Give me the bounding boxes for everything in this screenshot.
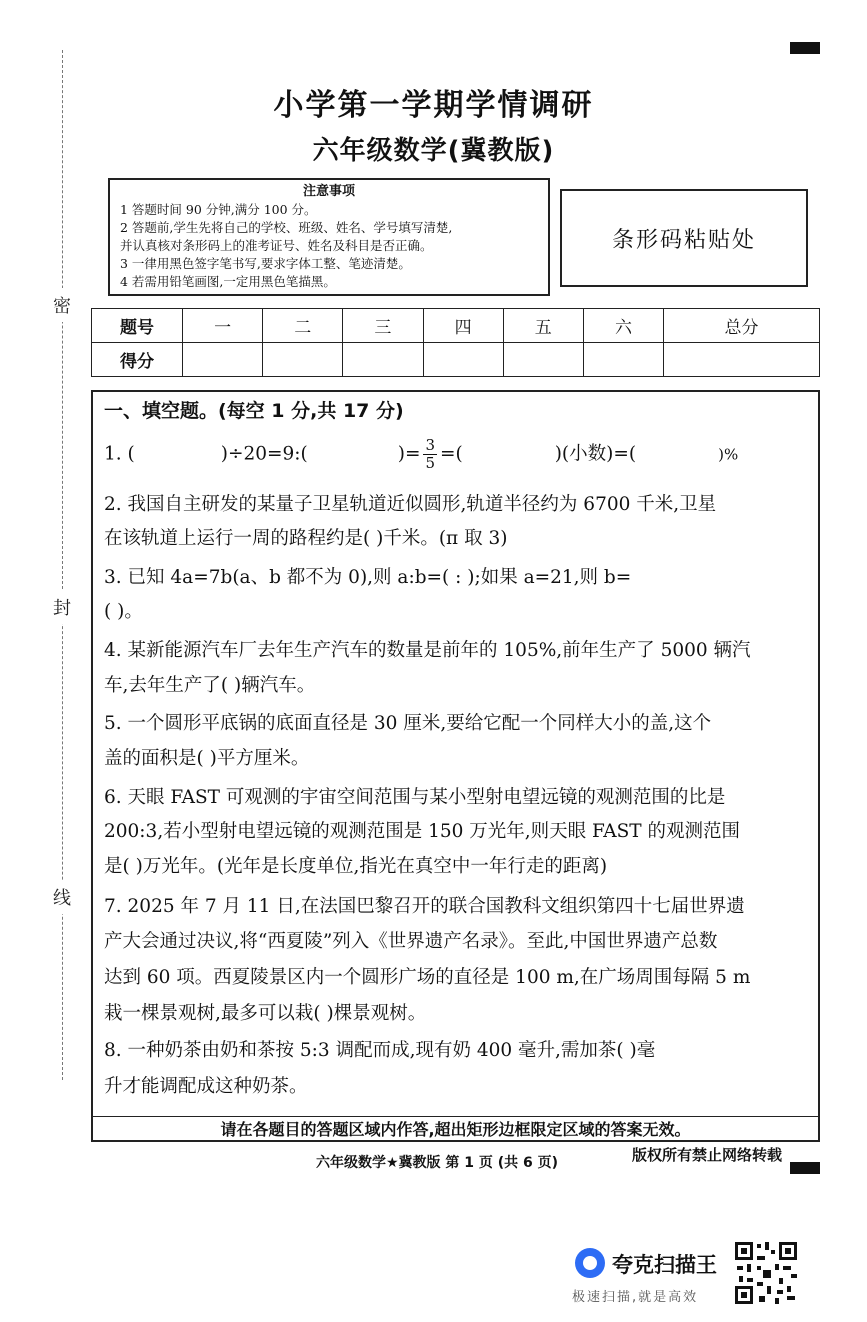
question-5-line: 5. 一个圆形平底锅的底面直径是 30 厘米,要给它配一个同样大小的盖,这个 bbox=[104, 713, 712, 734]
q1-part: )(小数)=( bbox=[554, 443, 637, 465]
q1-part: 1. ( bbox=[104, 443, 135, 465]
score-cell[interactable] bbox=[423, 343, 503, 377]
score-cell[interactable] bbox=[263, 343, 343, 377]
footer-divider bbox=[91, 1116, 820, 1117]
score-cell[interactable] bbox=[503, 343, 583, 377]
score-col-header: 四 bbox=[423, 309, 503, 343]
question-8-line: 8. 一种奶茶由奶和茶按 5:3 调配而成,现有奶 400 毫升,需加茶( )毫 bbox=[104, 1040, 656, 1061]
question-4-line: 4. 某新能源汽车厂去年生产汽车的数量是前年的 105%,前年生产了 5000 辆汽 bbox=[104, 640, 751, 661]
score-cell[interactable] bbox=[343, 343, 423, 377]
binding-line bbox=[62, 50, 63, 1080]
q1-part: )% bbox=[718, 445, 739, 464]
copyright-notice: 版权所有禁止网络转载 bbox=[632, 1146, 783, 1164]
score-col-header: 五 bbox=[503, 309, 583, 343]
score-col-header: 六 bbox=[583, 309, 663, 343]
question-6-line: 200:3,若小型射电望远镜的观测范围是 150 万光年,则天眼 FAST 的观测范围 bbox=[104, 821, 741, 842]
q1-part: )= bbox=[397, 443, 421, 465]
question-2-line: 在该轨道上运行一周的路程约是( )千米。(π 取 3) bbox=[104, 528, 508, 549]
notice-line: 2 答题前,学生先将自己的学校、班级、姓名、学号填写清楚, bbox=[120, 220, 453, 235]
score-cell[interactable] bbox=[664, 343, 820, 377]
question-3-line: 3. 已知 4a=7b(a、b 都不为 0),则 a:b=( : );如果 a=21,则 b= bbox=[104, 567, 632, 588]
score-table bbox=[91, 308, 820, 377]
notice-box bbox=[108, 178, 550, 296]
score-col-header: 二 bbox=[263, 309, 343, 343]
notice-heading: 注意事项 bbox=[302, 184, 355, 199]
question-7-line: 栽一棵景观树,最多可以栽( )棵景观树。 bbox=[104, 1003, 427, 1024]
scanner-logo-icon bbox=[575, 1248, 605, 1278]
score-cell[interactable] bbox=[183, 343, 263, 377]
question-7-line: 产大会通过决议,将“西夏陵”列入《世界遗产名录》。至此,中国世界遗产总数 bbox=[104, 931, 718, 952]
question-1 bbox=[104, 437, 816, 472]
score-header-row bbox=[92, 309, 820, 343]
question-7-line: 达到 60 项。西夏陵景区内一个圆形广场的直径是 100 m,在广场周围每隔 5 m bbox=[104, 967, 751, 988]
binding-char-xian: 线 bbox=[50, 880, 74, 914]
question-8-line: 升才能调配成这种奶茶。 bbox=[104, 1076, 308, 1097]
bottom-registration-mark bbox=[790, 1162, 820, 1174]
score-col-header: 三 bbox=[343, 309, 423, 343]
barcode-label: 条形码粘贴处 bbox=[611, 227, 756, 253]
score-row-label: 题号 bbox=[92, 309, 183, 343]
q1-part: )÷20=9:( bbox=[220, 443, 308, 465]
section-title: 一、填空题。(每空 1 分,共 17 分) bbox=[104, 400, 404, 422]
score-cell[interactable] bbox=[583, 343, 663, 377]
notice-line: 3 一律用黑色签字笔书写,要求字体工整、笔迹清楚。 bbox=[120, 256, 411, 271]
question-6-line: 是( )万光年。(光年是长度单位,指光在真空中一年行走的距离) bbox=[104, 856, 608, 877]
page-info: 六年级数学★冀教版 第 1 页 (共 6 页) bbox=[316, 1155, 559, 1171]
qr-code-icon bbox=[733, 1240, 799, 1306]
score-col-header: 总分 bbox=[664, 309, 820, 343]
notice-line: 4 若需用铅笔画图,一定用黑色笔描黑。 bbox=[120, 274, 336, 289]
score-value-row bbox=[92, 343, 820, 377]
binding-char-mi: 密 bbox=[50, 288, 74, 322]
question-5-line: 盖的面积是( )平方厘米。 bbox=[104, 748, 310, 769]
page-subtitle: 六年级数学(冀教版) bbox=[312, 136, 555, 166]
question-6-line: 6. 天眼 FAST 可观测的宇宙空间范围与某小型射电望远镜的观测范围的比是 bbox=[104, 787, 726, 808]
binding-char-feng: 封 bbox=[50, 590, 74, 624]
question-3-line: ( )。 bbox=[104, 601, 143, 622]
corner-registration-mark bbox=[790, 42, 820, 54]
question-4-line: 车,去年生产了( )辆汽车。 bbox=[104, 675, 316, 696]
notice-line: 并认真核对条形码上的准考证号、姓名及科目是否正确。 bbox=[120, 238, 433, 253]
q1-fraction bbox=[423, 437, 437, 472]
score-row-label: 得分 bbox=[92, 343, 183, 377]
q1-part: =( bbox=[440, 443, 463, 465]
page-title: 小学第一学期学情调研 bbox=[273, 88, 594, 123]
notice-line: 1 答题时间 90 分钟,满分 100 分。 bbox=[120, 202, 317, 217]
scanner-app-name: 夸克扫描王 bbox=[612, 1253, 717, 1277]
fraction-denominator: 5 bbox=[425, 454, 435, 472]
scanner-slogan: 极速扫描,就是高效 bbox=[572, 1290, 699, 1305]
barcode-area[interactable] bbox=[560, 189, 808, 287]
answer-area-note: 请在各题目的答题区域内作答,超出矩形边框限定区域的答案无效。 bbox=[220, 1120, 691, 1139]
score-col-header: 一 bbox=[183, 309, 263, 343]
fraction-numerator: 3 bbox=[425, 436, 435, 454]
question-2-line: 2. 我国自主研发的某量子卫星轨道近似圆形,轨道半径约为 6700 千米,卫星 bbox=[104, 494, 717, 515]
question-7-line: 7. 2025 年 7 月 11 日,在法国巴黎召开的联合国教科文组织第四十七届世界遗 bbox=[104, 896, 745, 917]
